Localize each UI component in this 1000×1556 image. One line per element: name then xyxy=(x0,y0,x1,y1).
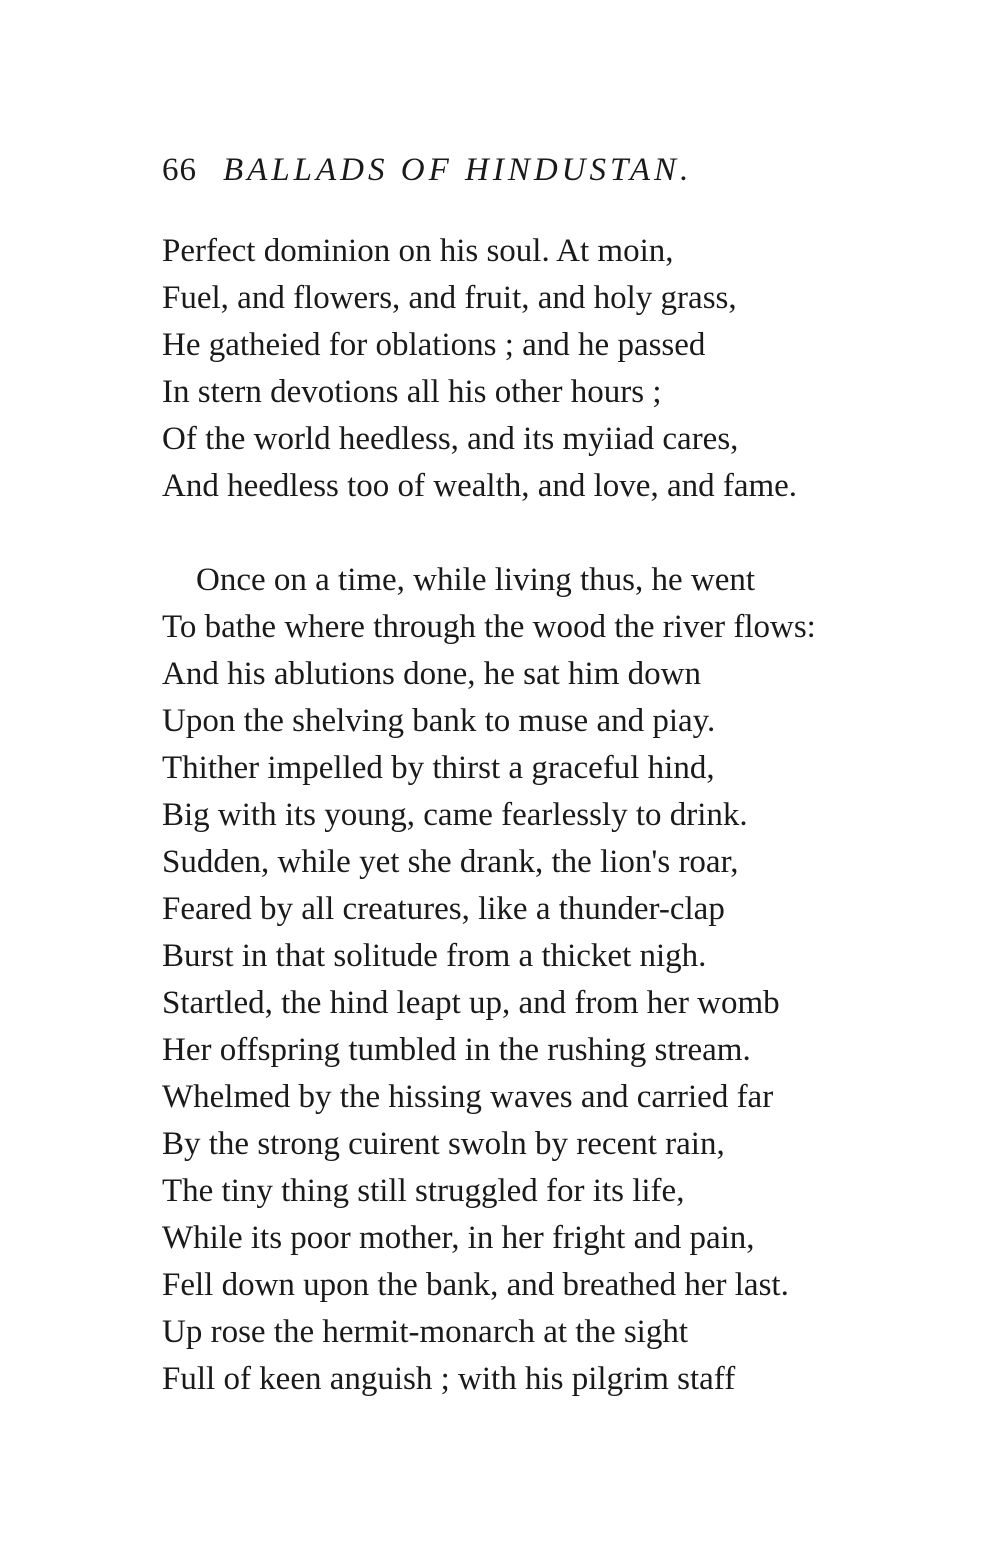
poem-line: While its poor mother, in her fright and pain, xyxy=(162,1220,755,1256)
page-number: 66 xyxy=(162,152,197,188)
poem-line: The tiny thing still struggled for its life, xyxy=(162,1173,685,1209)
poem-line: Sudden, while yet she drank, the lion's roar, xyxy=(162,844,739,880)
poem-line: Big with its young, came fearlessly to drink. xyxy=(162,797,748,833)
poem-line: Fuel, and flowers, and fruit, and holy grass, xyxy=(162,280,737,316)
poem-line: Burst in that solitude from a thicket nigh. xyxy=(162,938,707,974)
poem-line: Upon the shelving bank to muse and piay. xyxy=(162,703,716,739)
poem-line: Thither impelled by thirst a graceful hind, xyxy=(162,750,715,786)
poem-line: Feared by all creatures, like a thunder-clap xyxy=(162,891,725,927)
running-head xyxy=(162,152,692,202)
poem-line: Startled, the hind leapt up, and from her womb xyxy=(162,985,780,1021)
poem-line: In stern devotions all his other hours ; xyxy=(162,374,662,410)
poem-line: To bathe where through the wood the river flows: xyxy=(162,609,816,645)
poem-line: Her offspring tumbled in the rushing stream. xyxy=(162,1032,751,1068)
poem-line: And heedless too of wealth, and love, and fame. xyxy=(162,468,798,504)
poem-line: Whelmed by the hissing waves and carried far xyxy=(162,1079,774,1115)
poem-line: Once on a time, while living thus, he went xyxy=(196,562,756,598)
poem-line: Perfect dominion on his soul. At moin, xyxy=(162,233,674,269)
stanza-2 xyxy=(162,557,816,1403)
poem-line: And his ablutions done, he sat him down xyxy=(162,656,701,692)
stanza-1 xyxy=(162,228,797,510)
poem-line: He gatheied for oblations ; and he passed xyxy=(162,327,706,363)
poem-line: Full of keen anguish ; with his pilgrim staff xyxy=(162,1361,736,1397)
poem-line: Fell down upon the bank, and breathed her last. xyxy=(162,1267,789,1303)
poem-line: By the strong cuirent swoln by recent rain, xyxy=(162,1126,725,1162)
poem-line: Of the world heedless, and its myiiad cares, xyxy=(162,421,739,457)
poem-line: Up rose the hermit-monarch at the sight xyxy=(162,1314,689,1350)
running-title: BALLADS OF HINDUSTAN. xyxy=(223,152,693,188)
